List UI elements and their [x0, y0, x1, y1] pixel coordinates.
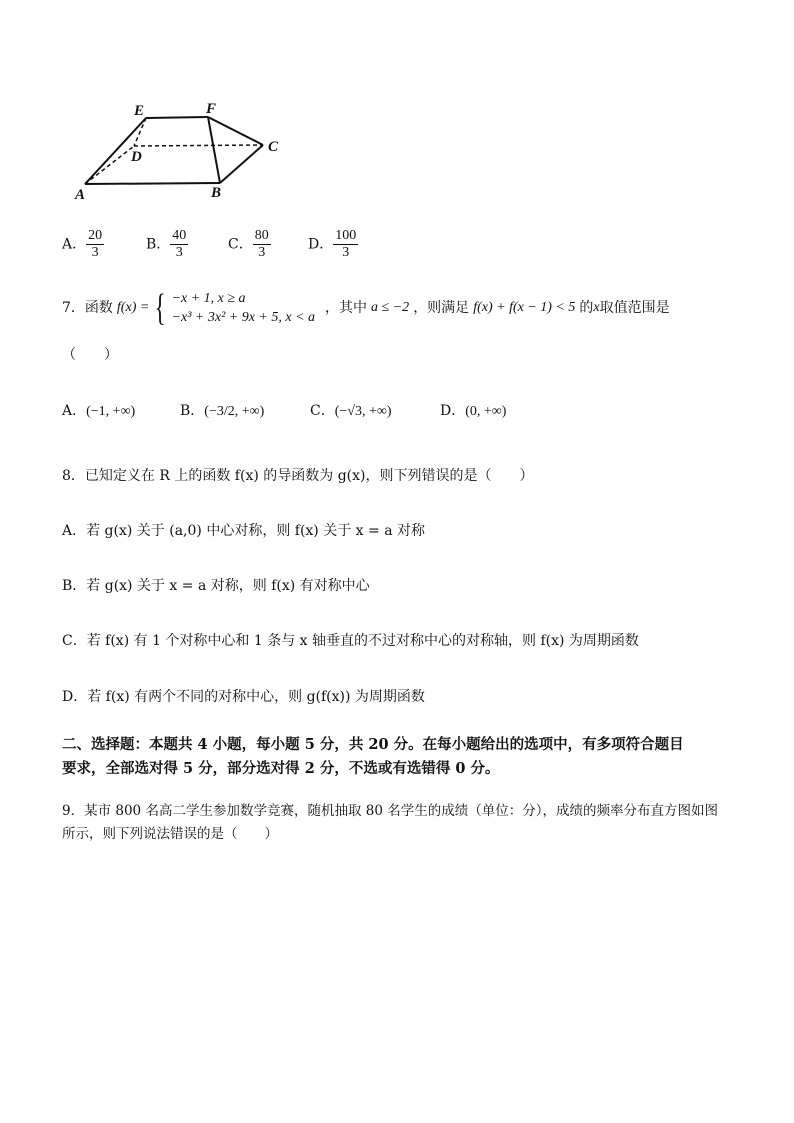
section-2-heading-line2: 要求，全部选对得 5 分，部分选对得 2 分，不选或有选错得 0 分。 — [62, 760, 500, 777]
q7-stem: 7．函数 f(x) = { −x + 1, x ≥ a −x³ + 3x² + 9x + 5, x < a ，其中 a ≤ −2 ，则满足 f(x) + f(x − 1) < 5 的 x 取值范围是 — [62, 287, 670, 329]
q8-option-c[interactable]: C．若 f(x) 有 1 个对称中心和 1 条与 x 轴垂直的不过对称中心的对称轴，则 f(x) 为周期函数 — [62, 633, 639, 649]
q6-option-c[interactable]: C． $\frac{80}{3}$ — [228, 228, 269, 260]
label-F: F — [206, 101, 217, 117]
edge-FC — [208, 117, 263, 145]
q6-option-d[interactable]: D． $\frac{100}{3}$ — [308, 228, 357, 260]
q6-option-a[interactable]: A． $\frac{20}{3}$ — [62, 228, 103, 260]
q6-option-b[interactable]: B． $\frac{40}{3}$ — [146, 228, 187, 260]
q9-stem-line1: 9．某市 800 名高二学生参加数学竞赛，随机抽取 80 名学生的成绩（单位：分），成绩的频率分布直方图如图 — [62, 803, 718, 819]
edge-AB — [85, 183, 220, 184]
label-A: A — [75, 187, 86, 203]
q7-option-a[interactable]: A．(−1, +∞) — [62, 403, 136, 419]
label-D: D — [131, 149, 142, 165]
q8-option-d[interactable]: D．若 f(x) 有两个不同的对称中心，则 g(f(x)) 为周期函数 — [62, 689, 425, 705]
edge-EF — [146, 117, 208, 118]
edge-DC — [134, 145, 263, 146]
edge-AD — [85, 146, 134, 184]
edge-ED — [134, 118, 146, 146]
label-E: E — [134, 103, 145, 119]
edge-FB — [208, 117, 220, 183]
q7-option-b[interactable]: B．(−3/2, +∞) — [180, 403, 265, 419]
polyhedron-figure — [60, 95, 300, 210]
q7-option-d[interactable]: D．(0, +∞) — [440, 403, 507, 419]
edge-BC — [220, 145, 263, 183]
q9-stem-line2: 所示，则下列说法错误的是（ ） — [62, 826, 278, 842]
fraction: $\frac{40}{3}$ — [172, 228, 187, 260]
fraction: $\frac{80}{3}$ — [254, 228, 269, 260]
label-C: C — [268, 139, 279, 155]
q8-stem: 8．已知定义在 R 上的函数 f(x) 的导函数为 g(x)，则下列错误的是（ ） — [62, 468, 534, 484]
piecewise-cases: −x + 1, x ≥ a −x³ + 3x² + 9x + 5, x < a — [171, 291, 316, 325]
q8-option-a[interactable]: A．若 g(x) 关于 (a,0) 中心对称，则 f(x) 关于 x = a 对称 — [62, 523, 425, 539]
fraction: $\frac{20}{3}$ — [88, 228, 103, 260]
q8-option-b[interactable]: B．若 g(x) 关于 x = a 对称，则 f(x) 有对称中心 — [62, 578, 370, 594]
q7-option-c[interactable]: C．(−√3, +∞) — [310, 403, 392, 419]
left-brace: { — [154, 287, 166, 329]
q7-answer-paren: （ ） — [62, 347, 118, 363]
fraction: $\frac{100}{3}$ — [335, 228, 357, 260]
section-2-heading-line1: 二、选择题：本题共 4 小题，每小题 5 分，共 20 分。在每小题给出的选项中，有多项符合题目 — [62, 736, 684, 753]
label-B: B — [211, 185, 222, 201]
